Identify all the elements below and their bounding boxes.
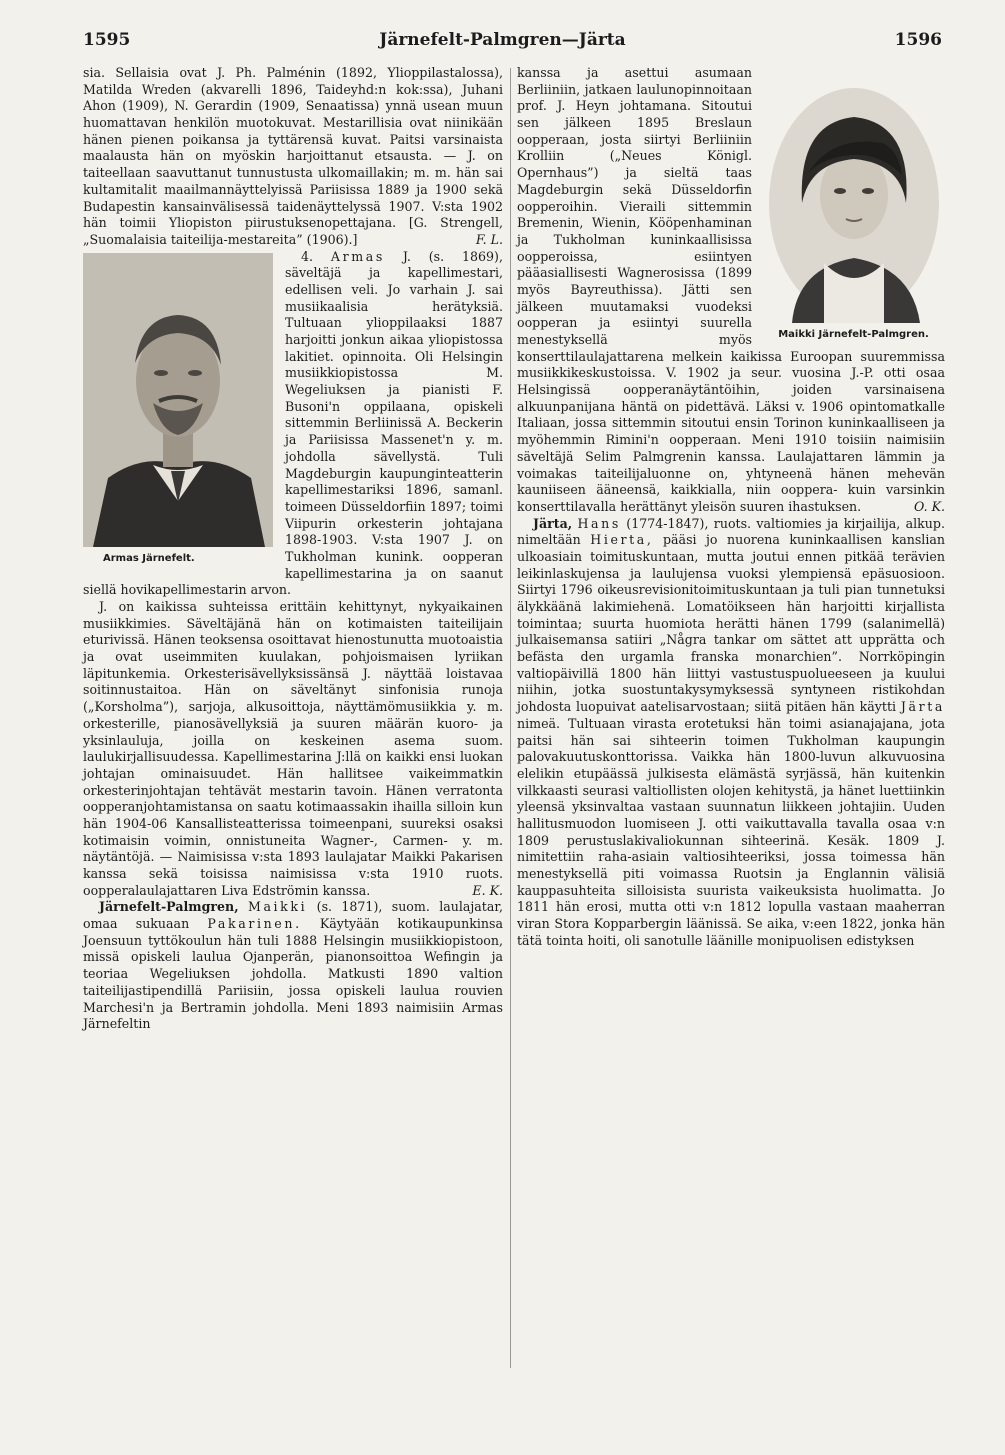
right-column — [517, 65, 945, 949]
page-header — [0, 30, 1005, 60]
running-title: Järnefelt-Palmgren—Järta — [379, 30, 626, 50]
entry-maikki-name: Maikki — [247, 899, 308, 915]
column-rule — [510, 68, 511, 1368]
armas-portrait-image — [83, 253, 273, 547]
entry-number: 4. — [301, 248, 314, 264]
entry-maikki-mid: (s. 1871), suom. laulajatar, omaa sukuaan — [83, 899, 503, 932]
signature-ok: O. K. — [913, 498, 945, 514]
page-number-left: 1595 — [83, 30, 131, 50]
entry-armas-continued — [83, 599, 503, 899]
entry-jarta-mid: (1774-1847), ruots. valtiomies ja kirjailija, alkup. nimeltään — [517, 515, 945, 548]
entry-jarta — [517, 516, 945, 950]
signature-fl: F. L. — [475, 231, 503, 247]
palmen-text: sia. Sellaisia ovat J. Ph. Palménin (1892, Ylioppilastalossa), Matilda Wreden (akvarelli 1896, Taideyhd:n kok:ssa), Juhani Ahon (1909), N. Gerardin (1909, Senaatissa) ynnä usean muun huomattavan henkilön muotokuvat. Mestarillisia ovat niinikään hänen pienen poikansa ja tyttärensä kuvat. Paitsi varsinaista maalausta hän on myöskin harjoittanut etsausta. — J. on taiteellaan saavuttanut tunnustusta ulkomaillakin; m. m. hän sai kultamitalit maailmannäyttelyissä Pariisissa 1889 ja 1900 sekä Budapestin kansainvälisessä taidenäyttelyssä 1907. V:sta 1902 hän toimii Yliopiston piirustuksenopettajana. [G. Strengell, „Suomalaisia taiteilija-mestareita” (1906).] — [83, 65, 503, 247]
entry-maikki-maiden-name: Pakarinen. — [207, 916, 302, 932]
entry-maikki — [83, 899, 503, 1033]
armas-portrait-photo — [83, 253, 273, 547]
left-paragraph-1 — [83, 65, 503, 249]
entry-jarta-text-a: pääsi jo nuorena kuninkaallisen kanslian ulkoasiain toimituskuntaan, mutta joutui ennen pitkää terävien leikinlaskujensa ja laulujensa vuoksi ylempiensä epäsuosioon. Siirtyi 1796 oikeusrevisionitoimituskuntaan ja tuli pian tunnetuksi älykkäänä lakimiehenä. Lomatöikseen hän harjoitti kirjallista toimintaa; suurta huomiota herätti hänen 1799 (salanimellä) julkaisemansa satiiri „Några tankar om sättet att upprätta och befästa den urgamla franska monarchien”. Norrköpingin valtiopäivillä 1800 hän liittyi vastustuspuolueeseen ja kuului niihin, jotka suostuntakysymyksessä syntyneen ristikohdan johdosta luopuivat aatelisarvostaan; siitä pitäen hän käytti — [517, 532, 945, 715]
maikki-portrait-image — [762, 83, 945, 323]
entry-maikki-text: Käytyään kotikaupunkinsa Joensuun tyttökoulun hän tuli 1888 Helsingin musiikkiopistoon, missä opiskeli laulua Ojanperän, pianonsoittoa Wefingin ja teoriaa Wegeliuksen johdolla. Matkusti 1890 valtion taiteilijastipendillä Pariisiin, jossa opiskeli laulua rouvien Marchesi'n ja Bertramin johdolla. Meni 1893 naimisiin Armas Järnefeltin — [83, 916, 503, 1032]
maikki-portrait-photo — [762, 83, 945, 323]
entry-armas-text-cont: J. on kaikissa suhteissa erittäin kehittynyt, nykyaikainen musiikkimies. Säveltäjänä hän on kotimaisten taiteilijain eturivissä. Hänen teoksensa osoittavat hienostunutta muotoaistia ja ovat useimmiten kuulakan, pohjoismaisen lyriikan läpitunkemia. Orkesterisävellyksissänsä J. näyttää loistavaa soitinnustaitoa. Hän on säveltänyt sinfonisia runoja („Korsholma”), sarjoja, alkusoittoja, näyttämömusiikkia y. m. orkesterille, pianosävellyksiä ja suuren määrän kuoro- ja yksinlauluja, joilla on keskeinen asema suom. laulukirjallisuudessa. Kapellimestarina J:llä on kaikki ensi luokan johtajan ominaisuudet. Hän hallitsee vaikeimmatkin orkesterinjohtajan tehtävät mestarin tavoin. Hänen verratonta oopperanjohtamistansa on saatu kotimaassakin ihailla silloin kun hän 1904-06 Kansallisteatterissa toimeenpani, suureksi osaksi kotimaisin voimin, onnistuneita Wagner-, Carmen- y. m. näytäntöjä. — Naimisissa v:sta 1893 laulajatar Maikki Pakarisen kanssa sekä toisissa naimisissa v:sta 1910 ruots. oopperalaulajattaren Liva Edströmin kanssa. — [83, 599, 503, 898]
maikki-text: kanssa ja asettui asumaan Berliiniin, jatkaen laulunopinnoitaan prof. J. Heyn johtamana. Sitoutui sen jälkeen 1895 Breslaun oopperaan, josta siirtyi Berliiniin Krolliin („Neues Königl. Opernhaus”) ja sieltä taas Magdeburgin sekä Düsseldorfin oopperoihin. Vieraili sittemmin Bremenin, Wienin, Kööpenhaminan ja Tukholman kuninkaallisissa oopperoissa, esiintyen pääasiallisesti Wagnerosissa (1899 myös Bayreuthissa). Jätti sen jälkeen muutamaksi vuodeksi oopperan ja esiintyi suurella menestyksellä myös konserttilaulajattarena melkein kaikissa Euroopan suuremmissa musiikkikeskustoissa. V. 1902 ja seur. vuosina J.-P. otti osaa Helsingissä oopperanäytäntöihin, joiden varsinaisena alkuunpanijana häntä on pidettävä. Läksi v. 1906 opintomatkalle Italiaan, jossa sittemmin sitoutui ensin Torinon kuninkaalliseen ja myöhemmin Rimini'n oopperaan. Meni 1910 toisiin naimisiin säveltäjä Selim Palmgrenin kanssa. Laulajattaren lämmin ja voimakas taiteilijaluonne on, yhtyneenä hänen mehevän kauniiseen ääneensä, kaikkialla, niin ooppera- kuin varsinkin konserttilavalla herättänyt yleisön suuren ihastuksen. — [517, 65, 945, 514]
armas-portrait-figure — [83, 253, 273, 565]
entry-armas-text-start: J. (s. 1869), säveltäjä ja kapellimestari, edellisen veli. Jo varhain J. sai musiikaalisia herätyksiä. Tultuaan ylioppilaaksi 1887 harjoitti jonkun aikaa yliopistossa lakitiet. opinnoita. Oli Helsingin musiikkiopistossa M. Wegeliuksen ja pianisti F. Busoni'n oppilaana, opiskeli sittemmin Berliinissä A. Beckerin ja Pariisissa Massenet'n y. m. johdolla sävellystä. Tuli Magdeburgin kaupunginteatterin kapellimestariksi 1896, samanl. toimeen Düsseldorfiin 1897; toimi Viipurin orkesterin johtajana 1898-1903. V:sta 1907 J. on Tukholman kunink. oopperan kapellimestarina ja on saanut siellä hovikapellimestarin arvon. — [83, 248, 503, 598]
entry-jarta-original-name: Hierta, — [590, 532, 654, 548]
armas-caption: Armas Järnefelt. — [103, 552, 195, 564]
signature-ek: E. K. — [472, 882, 503, 898]
maikki-portrait-figure — [762, 83, 945, 341]
entry-armas — [83, 249, 503, 599]
entry-maikki-headword: Järnefelt-Palmgren, — [99, 899, 239, 915]
page-number-right: 1596 — [894, 30, 942, 50]
entry-armas-name: Armas — [330, 248, 385, 264]
left-column — [83, 65, 503, 1033]
maikki-caption: Maikki Järnefelt-Palmgren. — [778, 329, 929, 340]
entry-jarta-alias: Järta — [900, 699, 945, 715]
entry-jarta-text-b: nimeä. Tultuaan virasta erotetuksi hän toimi asianajajana, jota paitsi hän sai sihteerin toimen Tukholman kaupungin palovakuutuskonttorissa. Vaikka hän 1800-luvun alkuvuosina elelikin etupäässä julkisesta elämästä syrjässä, hän kuitenkin vilkkaasti seurasi valtiollisten olojen kehitystä, ja hänet luettiinkin yleensä yksinvaltaa vastaan suunnatun liikkeen johtajiin. Uuden hallitusmuodon luomiseen J. otti vaikuttavalla tavalla osaa v:n 1809 perustuslakivaliokunnan sihteerinä. Kesäk. 1809 J. nimitettiin raha-asiain valtiosihteeriksi, jossa toimessa hän menestyksellä piti voimassa Ruotsin ja Englannin välisiä kauppasuhteita silloisista suurista vaikeuksista huolimatta. Jo 1811 hän erosi, mutta otti v:n 1812 lopulla vastaan maaherran viran Stora Kopparbergin läänissä. Se aika, v:een 1822, jonka hän tätä tointa hoiti, oli sanotulle läänille monipuolisen edistyksen — [517, 715, 945, 948]
entry-jarta-name: Hans — [577, 515, 621, 531]
entry-jarta-headword: Järta, — [533, 515, 573, 531]
